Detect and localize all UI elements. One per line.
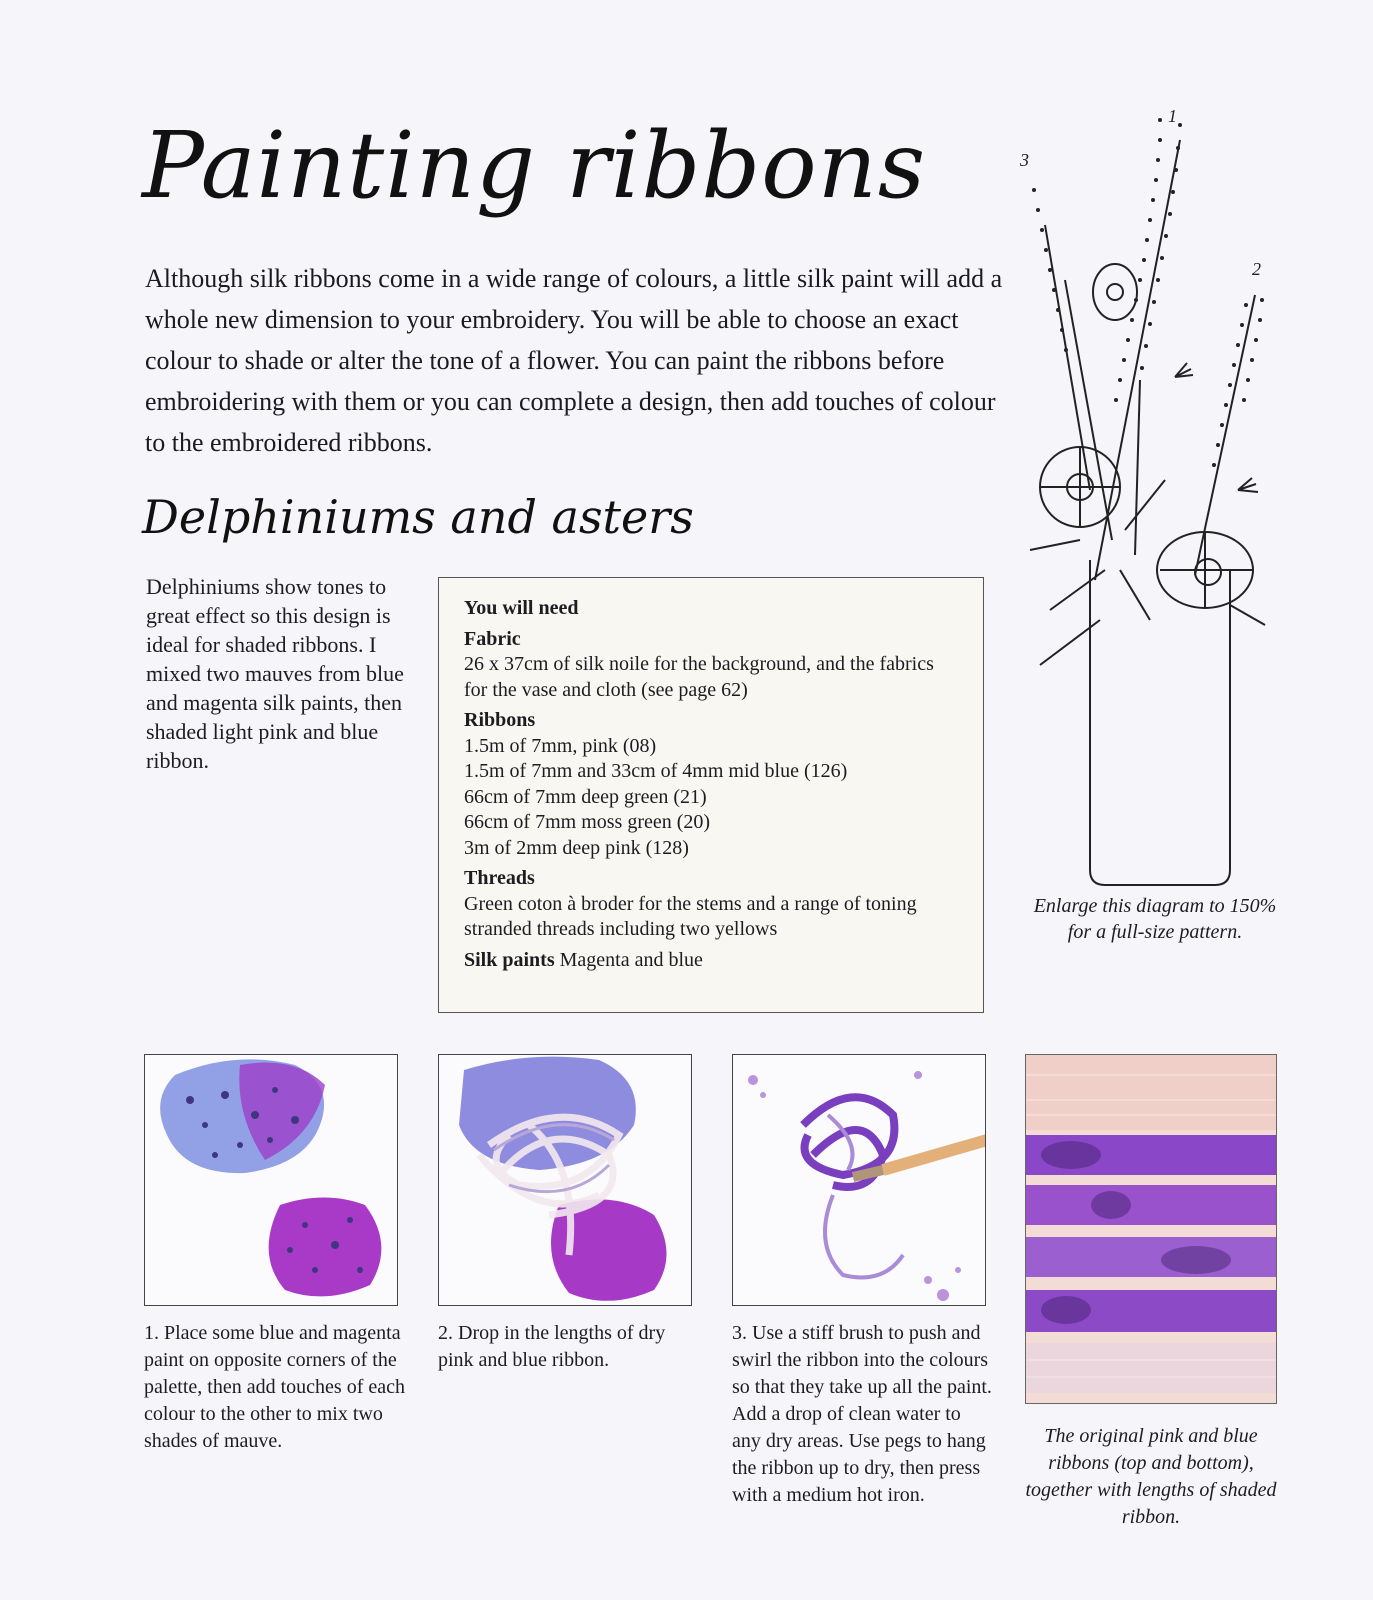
step-3-text: 3. Use a stiff brush to push and swirl the ribbon into the colours so that they take up all the paint. Add a drop of clean water to any dry areas. Use pegs to hang the ribbon up to dry, then press with a medium hot iron.	[732, 1322, 992, 1506]
ribbon-stripes-image	[1026, 1055, 1277, 1404]
page-title: Painting ribbons	[142, 112, 927, 219]
ribbon-photo-caption: The original pink and blue ribbons (top and bottom), together with lengths of shaded ribbon.	[1025, 1425, 1277, 1528]
ribbon-item: 1.5m of 7mm, pink (08)	[464, 734, 657, 757]
ribbons-in-paint-image	[439, 1055, 692, 1306]
ribbon-item: 1.5m of 7mm and 33cm of 4mm mid blue (126)	[464, 760, 848, 782]
paints-heading: Silk paints	[464, 948, 555, 971]
step-1-photo	[144, 1054, 398, 1306]
silk-paints-row	[464, 948, 983, 974]
diagram-label-3: 3	[1020, 150, 1029, 170]
shaded-ribbons-photo	[1025, 1054, 1277, 1404]
paints-text: Magenta and blue	[559, 948, 703, 971]
pattern-diagram	[1020, 100, 1320, 900]
ribbons-heading: Ribbons	[464, 709, 536, 731]
paint-palette-image	[145, 1055, 398, 1306]
step-2-photo	[438, 1054, 692, 1306]
step-1-text: 1. Place some blue and magenta paint on opposite corners of the palette, then add touches of each colour to the other to mix two shades of mauve.	[144, 1322, 405, 1452]
left-column-text: Delphiniums show tones to great effect so this design is ideal for shaded ribbons. I mixed two mauves from blue and magenta silk paints, then shaded light pink and blue ribbon.	[146, 574, 404, 773]
fabric-heading: Fabric	[464, 627, 521, 650]
fabric-text: 26 x 37cm of silk noile for the background, and the fabrics for the vase and cloth (see page 62)	[464, 653, 934, 701]
needs-heading: You will need	[464, 597, 579, 619]
step-2-text: 2. Drop in the lengths of dry pink and blue ribbon.	[438, 1322, 666, 1371]
brush-swirl-image	[733, 1055, 986, 1306]
you-will-need-box	[438, 577, 984, 1013]
diagram-label-2: 2	[1252, 259, 1261, 279]
section-heading: Delphiniums and asters	[142, 490, 694, 544]
ribbon-item: 66cm of 7mm deep green (21)	[464, 785, 707, 808]
step-3-photo	[732, 1054, 986, 1306]
threads-heading: Threads	[464, 867, 535, 889]
ribbon-item: 3m of 2mm deep pink (128)	[464, 836, 689, 859]
threads-text: Green coton à broder for the stems and a range of toning stranded threads including two yellows	[464, 892, 917, 940]
diagram-label-1: 1	[1168, 106, 1177, 126]
diagram-caption: Enlarge this diagram to 150% for a full-size pattern.	[1033, 895, 1277, 943]
intro-paragraph: Although silk ribbons come in a wide range of colours, a little silk paint will add a whole new dimension to your embroidery. You will be able to choose an exact colour to shade or alter the tone of a flower. You can paint the ribbons before embroidering with them or you can complete a design, then add touches of colour to the embroidered ribbons.	[145, 264, 1003, 457]
ribbon-item: 66cm of 7mm moss green (20)	[464, 811, 711, 833]
